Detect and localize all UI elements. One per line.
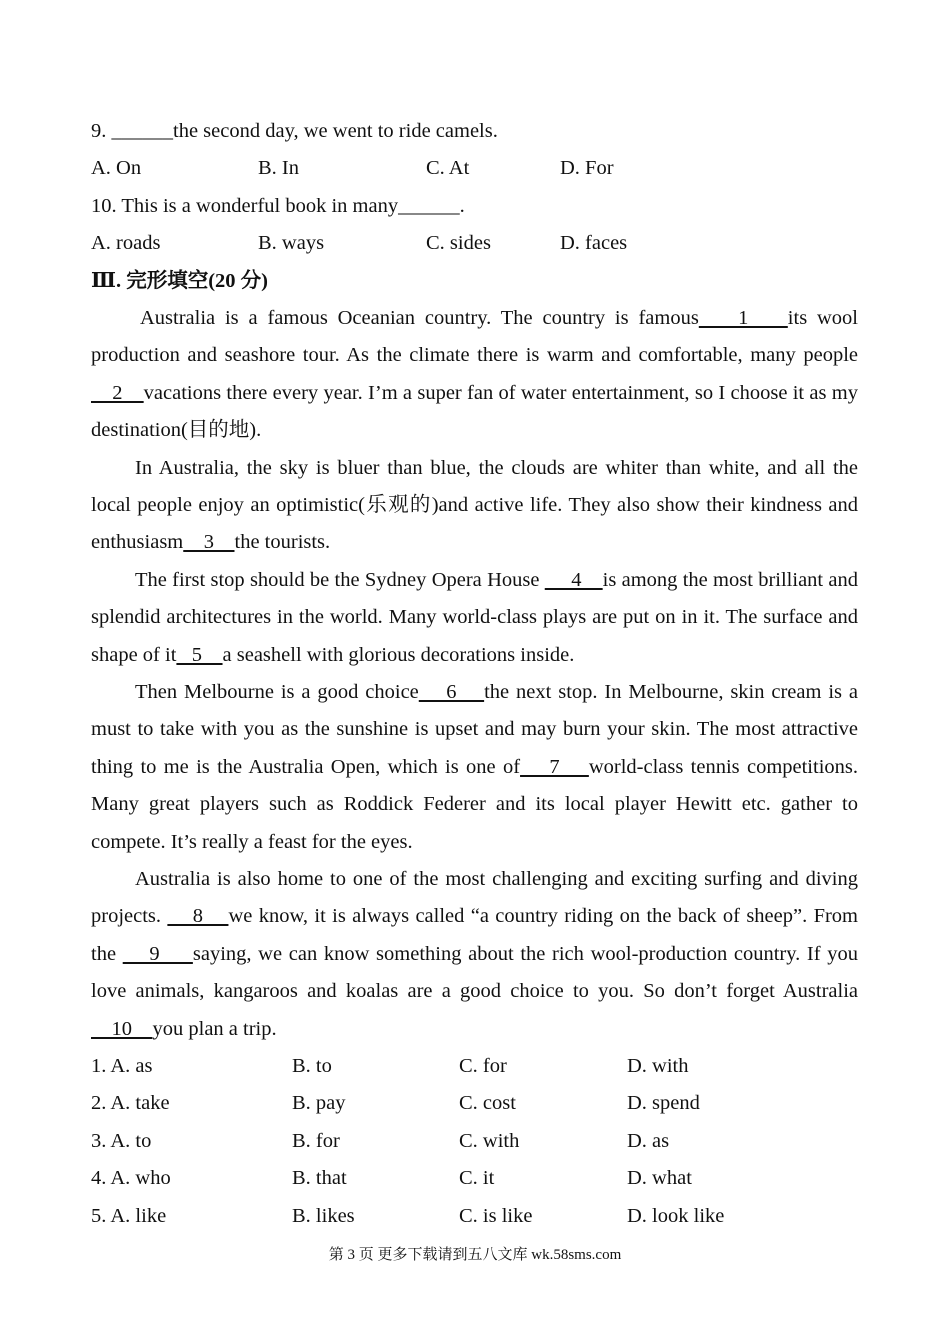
option-b: B. pay: [292, 1092, 346, 1115]
document-page: [91, 113, 858, 1235]
passage-paragraph-2: In Australia, the sky is bluer than blue, the clouds are whiter than white, and all the local people enjoy an optimistic(乐观的)and active life. They also show their kindness and enthusiasm 3 the tourists.: [91, 456, 858, 554]
option-b: B. that: [292, 1167, 347, 1190]
option-c: C. At: [426, 157, 470, 180]
option-d: D. what: [627, 1167, 692, 1190]
answer-row-1: [91, 1048, 858, 1085]
option-a: 3. A. to: [91, 1129, 152, 1152]
option-d: D. spend: [627, 1092, 700, 1115]
option-a: 4. A. who: [91, 1167, 171, 1190]
question-9-options: [91, 150, 858, 187]
passage-paragraph-5: Australia is also home to one of the most challenging and exciting surfing and diving projects. 8 we know, it is always called “a country riding on the back of sheep”. From the 9 saying, we can know something about the rich wool-production country. If you love animals, kangaroos and koalas are a good choice to you. So don’t forget Australia 10 you plan a trip.: [91, 868, 858, 1040]
option-a: A. On: [91, 157, 142, 180]
option-c: C. with: [459, 1129, 520, 1152]
question-9-stem: 9. ______the second day, we went to ride camels.: [91, 120, 498, 142]
blank-3: 3: [183, 531, 235, 554]
blank-2: 2: [91, 381, 144, 404]
blank-10: 10: [91, 1017, 153, 1040]
option-c: C. cost: [459, 1092, 516, 1115]
blank-8: 8: [167, 905, 229, 928]
blank-4: 4: [544, 568, 603, 591]
option-b: B. ways: [258, 232, 325, 255]
option-a: 5. A. like: [91, 1204, 167, 1227]
option-b: B. likes: [292, 1204, 355, 1227]
passage-paragraph-1: Australia is a famous Oceanian country. The country is famous 1 its wool production and seashore tour. As the climate there is warm and comfortable, many people 2 vacations there every year. I’m a super fan of water entertainment, so I choose it as my destination(目的地).: [91, 306, 859, 442]
option-d: D. For: [560, 157, 614, 180]
answer-row-3: [91, 1123, 858, 1160]
question-10-options: [91, 225, 858, 262]
option-d: D. faces: [560, 232, 628, 255]
option-a: A. roads: [91, 232, 161, 255]
option-a: 2. A. take: [91, 1092, 170, 1115]
option-c: C. is like: [459, 1204, 533, 1227]
option-d: D. look like: [627, 1204, 725, 1227]
option-c: C. sides: [426, 232, 491, 255]
option-b: B. to: [292, 1055, 332, 1078]
question-10-stem: 10. This is a wonderful book in many______.: [91, 194, 465, 217]
option-b: B. In: [258, 157, 299, 180]
option-d: D. with: [627, 1055, 689, 1078]
answer-row-4: [91, 1160, 858, 1197]
option-d: D. as: [627, 1129, 670, 1152]
option-c: C. for: [459, 1055, 507, 1078]
option-c: C. it: [459, 1167, 495, 1190]
blank-5: 5: [176, 643, 223, 666]
blank-6: 6: [418, 681, 485, 704]
blank-1: 1: [698, 306, 788, 329]
section-heading: Ⅲ. 完形填空(20 分): [91, 269, 268, 292]
page-footer: 第 3 页 更多下载请到五八文库 wk.58sms.com: [328, 1247, 622, 1263]
option-a: 1. A. as: [91, 1055, 153, 1078]
passage-paragraph-4: Then Melbourne is a good choice 6 the next stop. In Melbourne, skin cream is a must to take with you as the sunshine is upset and may burn your skin. The most attractive thing to me is the Australia Open, which is one of 7 world-class tennis competitions. Many great players such as Roddick Federer and its local player Hewitt etc. gather to compete. It’s really a feast for the eyes.: [91, 681, 858, 853]
option-b: B. for: [292, 1129, 340, 1152]
blank-9: 9: [122, 942, 193, 965]
answer-row-2: [91, 1085, 858, 1122]
passage-paragraph-3: The first stop should be the Sydney Opera House 4 is among the most brilliant and splendid architectures in the world. Many world-class plays are put on in it. The surface and shape of it 5 a seashell with glorious decorations inside.: [91, 568, 859, 666]
answer-row-5: [91, 1198, 858, 1235]
blank-7: 7: [520, 755, 589, 778]
